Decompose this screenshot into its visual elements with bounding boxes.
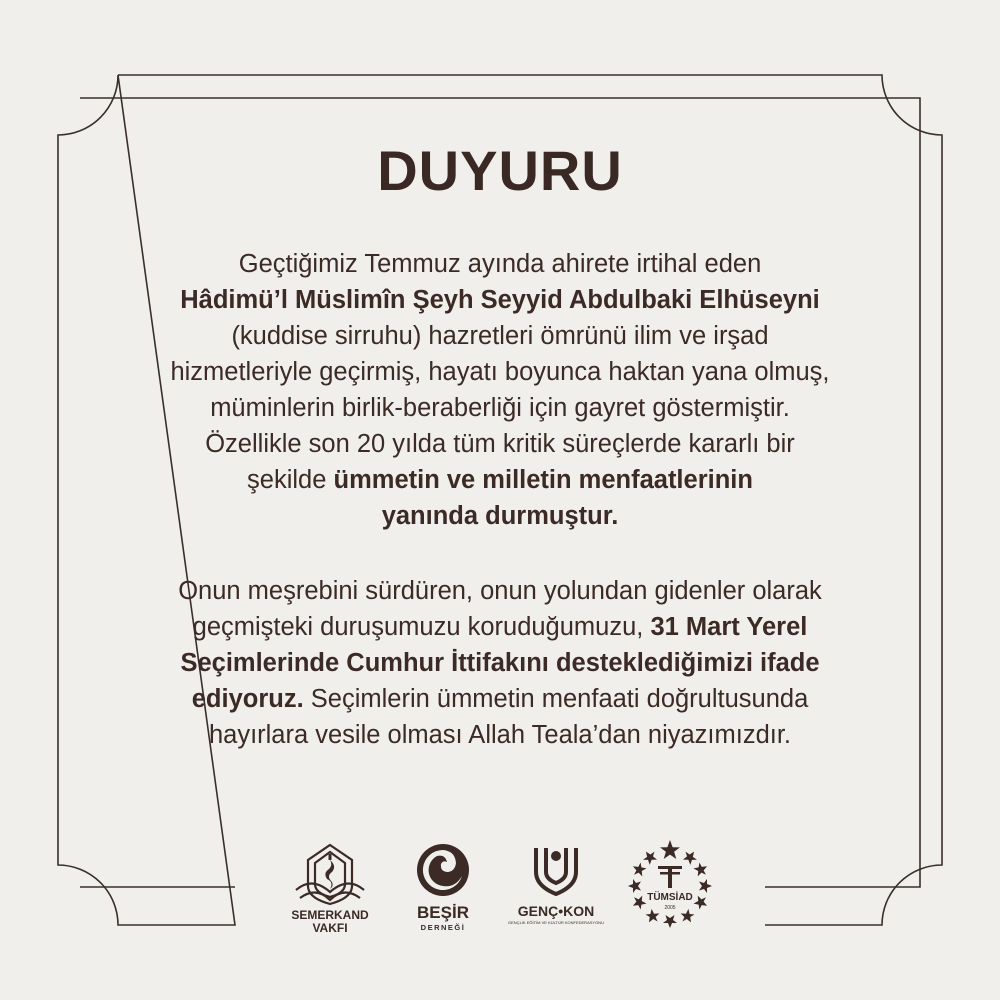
text-line: Geçtiğimiz Temmuz ayında ahirete irtihal eden bbox=[238, 250, 762, 278]
text-line: Onun meşrebini sürdüren, onun yolundan gidenler olarak bbox=[178, 577, 822, 605]
semerkand-name-line2: VAKFI bbox=[312, 921, 348, 935]
text-line bbox=[100, 609, 900, 645]
besir-logo bbox=[398, 842, 488, 932]
text-line-bold bbox=[100, 282, 900, 318]
text-line: müminlerin birlik-beraberliği için gayret göstermiştir. bbox=[210, 394, 790, 422]
text-span: geçmişteki duruşumuzu koruduğumuzu, bbox=[192, 613, 644, 641]
semerkand-name-line1: SEMERKAND bbox=[291, 908, 369, 922]
sheikh-name: Hâdimü’l Müslimîn Şeyh Seyyid Abdulbaki Elhüseyni bbox=[180, 286, 820, 314]
text-line bbox=[100, 462, 900, 498]
bold-span: 31 Mart Yerel bbox=[650, 613, 808, 641]
bold-span: ediyoruz. bbox=[191, 685, 304, 713]
text-line: hizmetleriyle geçirmiş, hayatı boyunca haktan yana olmuş, bbox=[170, 358, 830, 386]
page-title: DUYURU bbox=[377, 139, 623, 202]
sponsor-logos bbox=[280, 842, 720, 942]
text-line bbox=[100, 645, 900, 681]
besir-sub: DERNEĞİ bbox=[420, 923, 466, 932]
semerkand-emblem-icon bbox=[290, 842, 370, 908]
text-line: hayırlara vesile olması Allah Teala’dan niyazımızdır. bbox=[208, 721, 792, 749]
genckon-name: GENÇ•KON bbox=[517, 903, 595, 919]
text-span: Seçimlerin ümmetin menfaati doğrultusunda bbox=[310, 685, 809, 713]
tumsiad-name: TÜMSİAD bbox=[647, 892, 693, 903]
genckon-tagline: GENÇLİK EĞİTİM VE KÜLTÜR KONFEDERASYONU bbox=[508, 920, 604, 925]
tumsiad-stars-icon bbox=[624, 838, 716, 930]
bold-span: yanında durmuştur. bbox=[381, 502, 619, 530]
text-line: (kuddise sirruhu) hazretleri ömrünü ilim ve irşad bbox=[231, 322, 769, 350]
text-line bbox=[100, 498, 900, 534]
bold-span: ümmetin ve milletin menfaatlerinin bbox=[333, 466, 753, 494]
tumsiad-logo bbox=[620, 842, 720, 930]
genckon-shield-icon bbox=[528, 842, 584, 898]
text-span: şekilde bbox=[247, 466, 327, 494]
tumsiad-year: 2005 bbox=[664, 905, 676, 911]
besir-swirl-icon bbox=[415, 842, 471, 898]
bold-span: Seçimlerinde Cumhur İttifakını desteklediğimizi ifade bbox=[180, 649, 820, 677]
announcement-paragraph-1 bbox=[100, 246, 900, 534]
semerkand-logo bbox=[280, 842, 380, 934]
genckon-logo bbox=[506, 842, 606, 925]
text-line bbox=[100, 681, 900, 717]
besir-name: BEŞİR bbox=[417, 903, 469, 922]
text-line: Özellikle son 20 yılda tüm kritik süreçlerde kararlı bir bbox=[205, 430, 795, 458]
announcement-paragraph-2 bbox=[100, 573, 900, 753]
